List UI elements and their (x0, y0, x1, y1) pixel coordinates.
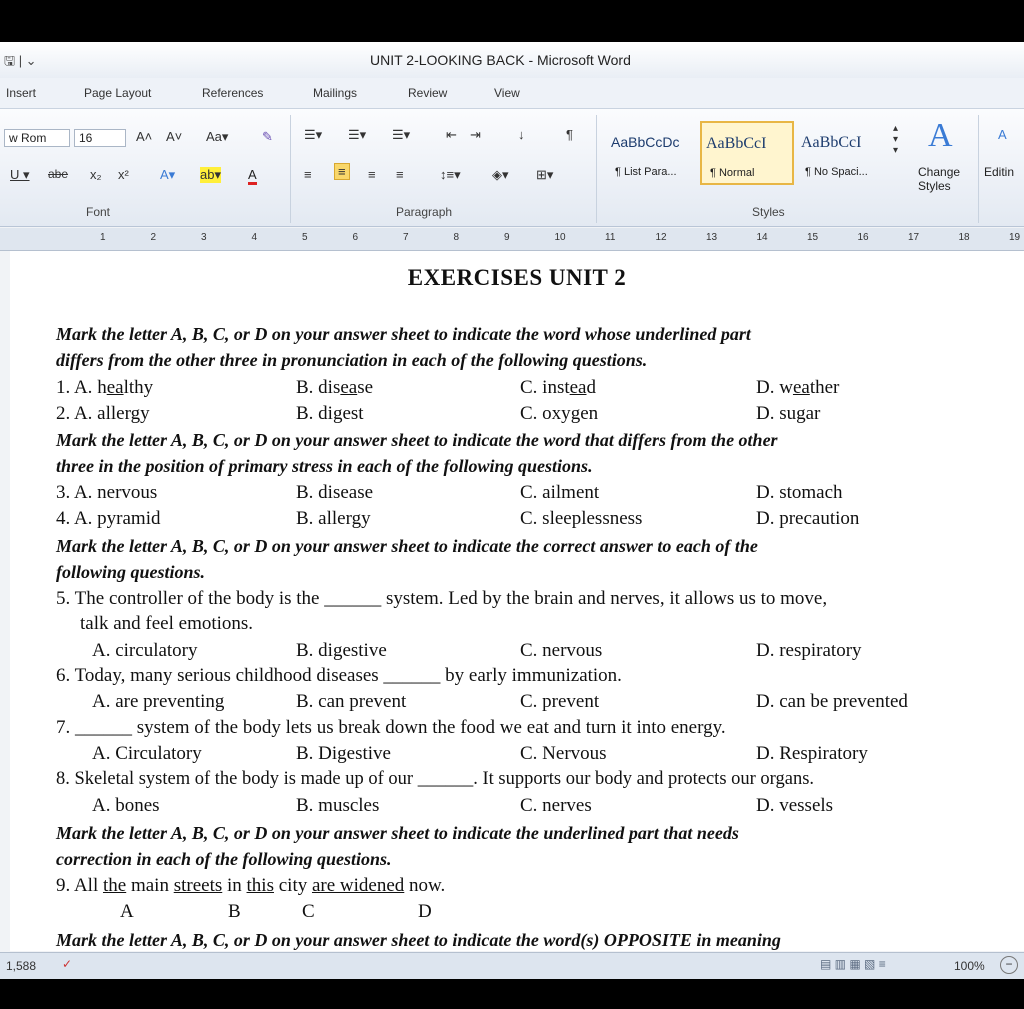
font-group-label: Font (86, 205, 111, 219)
ruler-number: 14 (756, 232, 768, 243)
q9-label-c: C (302, 901, 315, 922)
change-styles-icon[interactable]: A (928, 117, 953, 154)
q6-option-c: C. prevent (520, 691, 600, 712)
numbering-icon[interactable]: ☰▾ (348, 127, 367, 142)
style-list-paragraph[interactable]: AaBbCcDc ¶ List Para... (611, 134, 680, 178)
tab-insert[interactable]: Insert (6, 86, 37, 100)
q6-stem: 6. Today, many serious childhood diseases ______ by early immunization. (56, 665, 622, 686)
justify-icon[interactable]: ≡ (396, 167, 404, 182)
styles-scroll-icon[interactable]: ▴ ▾ ▾ (893, 123, 899, 156)
strikethrough-icon[interactable]: abe (48, 167, 69, 181)
q8-option-c: C. nerves (520, 795, 592, 816)
q2-option-c: C. oxygen (520, 403, 599, 424)
clear-formatting-icon[interactable]: ✎ (262, 129, 273, 144)
q5-option-b: B. digestive (296, 640, 387, 661)
align-right-icon[interactable]: ≡ (368, 167, 376, 182)
ruler-number: 11 (605, 232, 616, 243)
instruction-1-line-1: Mark the letter A, B, C, or D on your answer sheet to indicate the word whose underlined part (56, 324, 751, 344)
instruction-2-line-2: three in the position of primary stress in each of the following questions. (56, 456, 593, 476)
line-spacing-icon[interactable]: ↕≡▾ (440, 167, 461, 182)
document-title: EXERCISES UNIT 2 (407, 265, 627, 290)
q9-label-b: B (228, 901, 241, 922)
q1-option-c: C. instead (520, 377, 596, 398)
q6-option-b: B. can prevent (296, 691, 407, 712)
ruler-number: 17 (908, 232, 920, 243)
font-name-box[interactable]: w Rom (4, 129, 70, 147)
superscript-icon[interactable]: x² (118, 167, 129, 182)
q8-option-d: D. vessels (756, 795, 834, 816)
q4-option-c: C. sleeplessness (520, 508, 643, 529)
q9-label-a: A (120, 901, 134, 922)
change-case-icon[interactable]: Aa▾ (206, 129, 229, 144)
instruction-4-line-1: Mark the letter A, B, C, or D on your answer sheet to indicate the underlined part that needs (56, 823, 739, 843)
view-buttons-icon[interactable]: ▤ ▥ ▦ ▧ ≡ (820, 957, 886, 971)
bullets-icon[interactable]: ☰▾ (304, 127, 323, 142)
q3-option-d: D. stomach (756, 482, 843, 503)
ruler-number: 18 (958, 232, 970, 243)
style-normal[interactable]: AaBbCcI ¶ Normal (700, 121, 794, 185)
shading-icon[interactable]: ◈▾ (492, 167, 509, 182)
q4-option-a: 4. A. pyramid (56, 508, 161, 529)
borders-icon[interactable]: ⊞▾ (536, 167, 554, 182)
q3-option-a: 3. A. nervous (56, 482, 158, 503)
q6-option-d: D. can be prevented (756, 691, 908, 712)
subscript-icon[interactable]: x₂ (90, 167, 102, 182)
q8-stem: 8. Skeletal system of the body is made up of our ______. It supports our body and protects our organs. (56, 769, 815, 789)
ruler-number: 7 (403, 232, 409, 243)
ruler[interactable] (0, 228, 1024, 251)
tab-references[interactable]: References (202, 86, 264, 100)
tab-review[interactable]: Review (408, 86, 448, 100)
q1-option-b: B. disease (296, 377, 374, 398)
q5-option-d: D. respiratory (756, 640, 862, 661)
tab-page-layout[interactable]: Page Layout (84, 86, 152, 100)
q6-option-a: A. are preventing (92, 691, 225, 712)
ruler-number: 6 (352, 232, 359, 243)
q3-option-b: B. disease (296, 482, 374, 503)
instruction-5-line-1: Mark the letter A, B, C, or D on your answer sheet to indicate the word(s) OPPOSITE in meaning (56, 930, 781, 950)
q5-option-c: C. nervous (520, 640, 603, 661)
quick-access-toolbar[interactable]: 🖫 | ⌄ (4, 53, 37, 68)
tab-mailings[interactable]: Mailings (313, 86, 358, 100)
zoom-level[interactable]: 100% (954, 959, 985, 973)
style-no-spacing[interactable]: AaBbCcI ¶ No Spaci... (801, 134, 868, 178)
increase-indent-icon[interactable]: ⇥ (470, 127, 481, 142)
q3-option-c: C. ailment (520, 482, 600, 503)
align-center-icon[interactable]: ≡ (334, 163, 350, 180)
sort-icon[interactable]: ↓ (518, 127, 525, 142)
q1-option-a: 1. A. healthy (56, 377, 154, 398)
find-icon[interactable]: A (998, 127, 1007, 142)
decrease-indent-icon[interactable]: ⇤ (446, 127, 457, 142)
q9-label-d: D (418, 901, 432, 922)
ruler-number: 16 (857, 232, 869, 243)
window-title: UNIT 2-LOOKING BACK - Microsoft Word (370, 52, 631, 68)
q7-option-b: B. Digestive (296, 743, 391, 764)
ruler-number: 2 (150, 232, 157, 243)
q2-option-d: D. sugar (756, 403, 821, 424)
underline-icon[interactable]: U ▾ (10, 167, 30, 182)
multilevel-list-icon[interactable]: ☰▾ (392, 127, 411, 142)
q5-stem: 5. The controller of the body is the ______ system. Led by the brain and nerves, it allows us to move, (56, 588, 828, 609)
grow-font-icon[interactable]: A˄ (136, 129, 153, 144)
shrink-font-icon[interactable]: A˅ (166, 129, 183, 144)
q2-option-a: 2. A. allergy (56, 403, 150, 424)
ruler-number: 4 (251, 232, 258, 243)
align-left-icon[interactable]: ≡ (304, 167, 312, 182)
zoom-out-icon[interactable]: − (1000, 956, 1018, 974)
q1-option-d: D. weather (756, 377, 840, 398)
q7-option-c: C. Nervous (520, 743, 607, 764)
styles-group-label: Styles (752, 205, 785, 219)
q4-option-d: D. precaution (756, 508, 860, 529)
status-bar (0, 952, 1024, 979)
pilcrow-icon[interactable]: ¶ (566, 127, 573, 142)
highlight-icon[interactable]: ab▾ (200, 167, 221, 182)
q8-option-a: A. bones (92, 795, 160, 816)
q7-stem: 7. ______ system of the body lets us break down the food we eat and turn it into energy. (56, 717, 726, 738)
tab-view[interactable]: View (494, 86, 520, 100)
q8-option-b: B. muscles (296, 795, 380, 816)
document-page[interactable] (10, 251, 1024, 951)
q9-sentence: 9. All the main streets in this city are widened now. (56, 875, 446, 896)
instruction-3-line-2: following questions. (56, 562, 206, 582)
instruction-4-line-2: correction in each of the following questions. (56, 849, 392, 869)
ruler-number: 19 (1009, 232, 1021, 243)
change-styles-label[interactable]: Change Styles (918, 165, 961, 193)
instruction-1-line-2: differs from the other three in pronunciation in each of the following questions. (56, 350, 648, 370)
ruler-number: 3 (201, 232, 207, 243)
instruction-2-line-1: Mark the letter A, B, C, or D on your answer sheet to indicate the word that differs from the other (56, 430, 778, 450)
ruler-number: 1 (100, 232, 106, 243)
ruler-number: 15 (807, 232, 819, 243)
ruler-number: 12 (655, 232, 667, 243)
q5-option-a: A. circulatory (92, 640, 198, 661)
paragraph-group-label: Paragraph (396, 205, 453, 219)
font-size-box[interactable]: 16 (74, 129, 126, 147)
title-bar (0, 42, 1024, 78)
ruler-number: 13 (706, 232, 718, 243)
q4-option-b: B. allergy (296, 508, 371, 529)
word-count[interactable]: 1,588 (6, 959, 37, 973)
instruction-3-line-1: Mark the letter A, B, C, or D on your answer sheet to indicate the correct answer to each of the (56, 536, 758, 556)
text-effects-icon[interactable]: A▾ (160, 167, 176, 182)
q7-option-a: A. Circulatory (92, 743, 202, 764)
ruler-number: 5 (302, 232, 308, 243)
ruler-number: 9 (504, 232, 510, 243)
font-color-icon[interactable]: A (248, 167, 257, 185)
ruler-number: 10 (554, 232, 566, 243)
ruler-number: 8 (453, 232, 460, 243)
proofing-icon[interactable]: ✓ (62, 957, 73, 971)
q5-stem-continued: talk and feel emotions. (80, 613, 254, 634)
ribbon-tabs (0, 78, 1024, 109)
q2-option-b: B. digest (296, 403, 364, 424)
word-window (0, 42, 1024, 979)
editing-label[interactable]: Editin (984, 165, 1015, 179)
q7-option-d: D. Respiratory (756, 743, 868, 764)
ribbon (0, 109, 1024, 227)
